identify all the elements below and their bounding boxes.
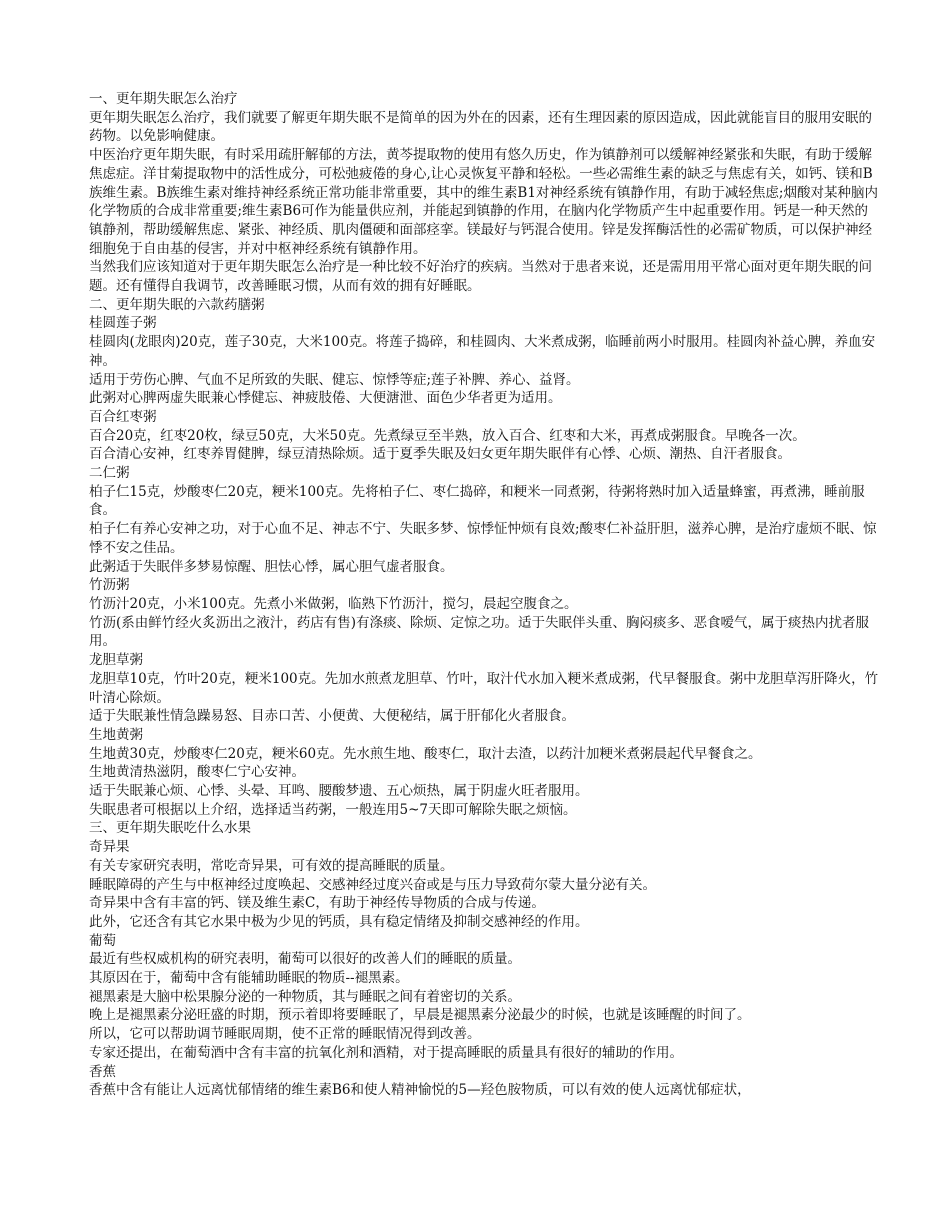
paragraph: 生地黄30克，炒酸枣仁20克，粳米60克。先水煎生地、酸枣仁，取汁去渣，以药汁加粳米煮粥晨起代早餐食之。 [89, 745, 762, 762]
paragraph: 奇异果中含有丰富的钙、镁及维生素C，有助于神经传导物质的合成与传递。 [89, 895, 545, 912]
subheading-grape: 葡萄 [89, 932, 116, 949]
paragraph: 龙胆草10克，竹叶20克，粳米100克。先加水煎煮龙胆草、竹叶，取汁代水加入粳米煮成粥，代早餐服食。粥中龙胆草泻肝降火，竹叶清心除烦。 [89, 670, 879, 706]
subheading-longan-lotus: 桂圆莲子粥 [89, 315, 157, 332]
paragraph: 适于失眠兼心烦、心悸、头晕、耳鸣、腰酸梦遗、五心烦热，属于阴虚火旺者服用。 [89, 783, 589, 800]
paragraph: 最近有些权威机构的研究表明，葡萄可以很好的改善人们的睡眠的质量。 [89, 951, 521, 968]
subheading-kiwi: 奇异果 [89, 839, 130, 856]
subheading-gentian: 龙胆草粥 [89, 652, 143, 669]
paragraph: 竹沥汁20克，小米100克。先煮小米做粥，临熟下竹沥汁，搅匀，晨起空腹食之。 [89, 595, 578, 612]
subheading-lily-jujube: 百合红枣粥 [89, 408, 157, 425]
paragraph: 此外，它还含有其它水果中极为少见的钙质，具有稳定情绪及抑制交感神经的作用。 [89, 913, 589, 930]
subheading-two-seed: 二仁粥 [89, 465, 130, 482]
paragraph: 适于失眠兼性情急躁易怒、目赤口苦、小便黄、大便秘结，属于肝郁化火者服食。 [89, 708, 575, 725]
paragraph: 有关专家研究表明，常吃奇异果，可有效的提高睡眠的质量。 [89, 857, 454, 874]
paragraph: 适用于劳伤心脾、气血不足所致的失眠、健忘、惊悸等症;莲子补脾、养心、益肾。 [89, 371, 580, 388]
paragraph: 睡眠障碍的产生与中枢神经过度唤起、交感神经过度兴奋或是与压力导致荷尔蒙大量分泌有关。 [89, 876, 656, 893]
paragraph: 柏子仁15克，炒酸枣仁20克，粳米100克。先将柏子仁、枣仁捣碎，和粳米一同煮粥，待粥将熟时加入适量蜂蜜，再煮沸，睡前服食。 [89, 483, 865, 519]
subheading-rehmannia: 生地黄粥 [89, 726, 143, 743]
paragraph: 生地黄清热滋阴，酸枣仁宁心安神。 [89, 764, 305, 781]
paragraph: 褪黑素是大脑中松果腺分泌的一种物质，其与睡眠之间有着密切的关系。 [89, 988, 521, 1005]
document-body [89, 90, 879, 1100]
paragraph: 柏子仁有养心安神之功，对于心血不足、神志不宁、失眠多梦、惊悸怔忡烦有良效;酸枣仁补益肝胆，滋养心脾，是治疗虚烦不眠、惊悸不安之佳品。 [89, 521, 877, 556]
subheading-banana: 香蕉 [89, 1063, 116, 1080]
paragraph: 其原因在于，葡萄中含有能辅助睡眠的物质--褪黑素。 [89, 970, 409, 987]
paragraph: 所以，它可以帮助调节睡眠周期，使不正常的睡眠情况得到改善。 [89, 1026, 481, 1043]
section-heading-fruits: 三、更年期失眠吃什么水果 [89, 820, 251, 837]
paragraph: 百合20克，红枣20枚，绿豆50克，大米50克。先煮绿豆至半熟，放入百合、红枣和大米，再煮成粥服食。早晚各一次。 [89, 427, 806, 444]
section-heading-treatment: 一、更年期失眠怎么治疗 [89, 91, 238, 107]
paragraph: 百合清心安神，红枣养胃健脾，绿豆清热除烦。适于夏季失眠及妇女更年期失眠伴有心悸、心烦、潮热、自汗者服食。 [89, 446, 791, 463]
paragraph: 桂圆肉(龙眼肉)20克，莲子30克，大米100克。将莲子捣碎，和桂圆肉、大米煮成粥，临睡前两小时服用。桂圆肉补益心脾，养血安神。 [89, 334, 876, 369]
paragraph: 更年期失眠怎么治疗，我们就要了解更年期失眠不是简单的因为外在的因素，还有生理因素的原因造成，因此就能盲目的服用安眠的药物。以免影响健康。 [89, 109, 872, 145]
section-heading-porridge: 二、更年期失眠的六款药膳粥 [89, 296, 265, 313]
paragraph: 此粥对心脾两虚失眠兼心悸健忘、神疲肢倦、大便溏泄、面色少华者更为适用。 [89, 390, 562, 407]
paragraph: 晚上是褪黑素分泌旺盛的时期，预示着即将要睡眠了，早晨是褪黑素分泌最少的时候，也就是该睡醒的时间了。 [89, 1007, 751, 1024]
paragraph: 专家还提出，在葡萄酒中含有丰富的抗氧化剂和酒精，对于提高睡眠的质量具有很好的辅助的作用。 [89, 1044, 683, 1061]
paragraph: 竹沥(系由鲜竹经火炙沥出之液汁，药店有售)有涤痰、除烦、定惊之功。适于失眠伴头重、胸闷痰多、恶食嗳气，属于痰热内扰者服用。 [89, 614, 870, 650]
paragraph: 中医治疗更年期失眠，有时采用疏肝解郁的方法，黄芩提取物的使用有悠久历史，作为镇静剂可以缓解神经紧张和失眠，有助于缓解焦虑症。洋甘菊提取物中的活性成分，可松弛疲倦的身心,让心灵恢复平静和轻松。一些必需维生素的缺乏与焦虑有关，如钙、镁和B族维生素。B族维生素对维持神经系统正常功能非常重要，其中的维生素B1对神经系统有镇静作用，有助于减轻焦虑;烟酸对某种脑内化学物质的合成非常重要;维生素B6可作为能量供应剂，并能起到镇静的作用，在脑内化学物质产生中起重要作用。钙是一种天然的镇静剂，帮助缓解焦虑、紧张、神经质、肌肉僵硬和面部痉挛。镁最好与钙混合使用。锌是发挥酶活性的必需矿物质，可以保护神经细胞免于自由基的侵害，并对中枢神经系统有镇静作用。 [89, 147, 878, 257]
paragraph: 失眠患者可根据以上介绍，选择适当药粥，一般连用5~7天即可解除失眠之烦恼。 [89, 801, 577, 818]
paragraph: 此粥适于失眠伴多梦易惊醒、胆怯心悸，属心胆气虚者服食。 [89, 558, 454, 575]
paragraph: 当然我们应该知道对于更年期失眠怎么治疗是一种比较不好治疗的疾病。当然对于患者来说，还是需用用平常心面对更年期失眠的问题。还有懂得自我调节，改善睡眠习惯，从而有效的拥有好睡眠。 [89, 259, 872, 295]
paragraph: 香蕉中含有能让人远离忧郁情绪的维生素B6和使人精神愉悦的5—羟色胺物质，可以有效的使人远离忧郁症状， [89, 1082, 751, 1099]
subheading-bamboo-juice: 竹沥粥 [89, 577, 130, 594]
